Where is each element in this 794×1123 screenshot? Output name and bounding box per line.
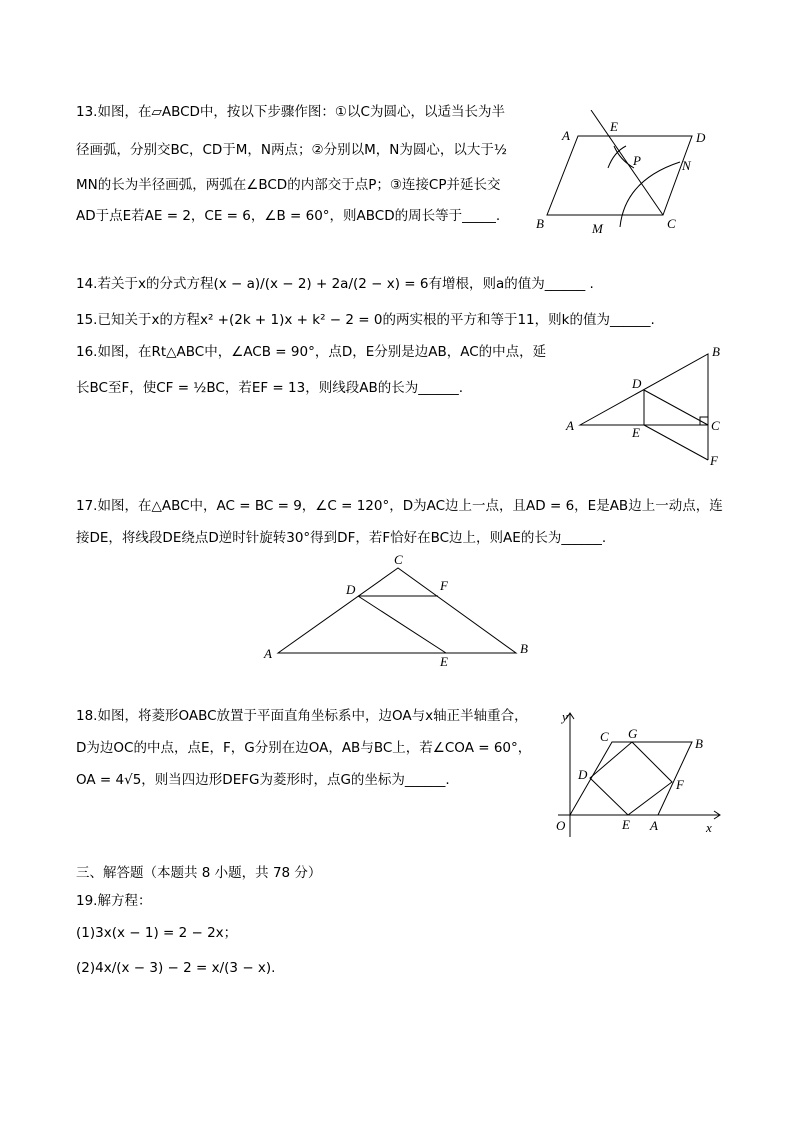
label-d: D: [578, 767, 588, 782]
q19-part1: (1)3x(x − 1) = 2 − 2x；: [76, 925, 238, 941]
q17-line2: 接DE，将线段DE绕点D逆时针旋转30°得到DF，若F恰好在BC边上，则AE的长为______.: [76, 530, 607, 546]
triangle-abc: [278, 568, 516, 653]
q16-line2: 长BC至F，使CF = ½BC，若EF = 13，则线段AB的长为______.: [76, 380, 463, 396]
label-f: F: [676, 777, 684, 792]
q17-line1: 17.如图，在△ABC中，AC = BC = 9，∠C = 120°，D为AC边上一点，且AD = 6，E是AB边上一动点，连: [76, 498, 723, 514]
q18-line1: 18.如图，将菱形OABC放置于平面直角坐标系中，边OA与x轴正半轴重合，: [76, 708, 528, 724]
label-d: D: [346, 582, 356, 597]
rhombus-oabc: [570, 742, 692, 815]
label-e: E: [622, 817, 630, 832]
q13-line3: MN的长为半径画弧，两弧在∠BCD的内部交于点P；③连接CP并延长交: [76, 177, 501, 193]
label-g: G: [628, 726, 638, 741]
label-f: F: [440, 578, 448, 593]
label-c: C: [600, 729, 609, 744]
label-c: C: [667, 216, 676, 231]
figure-18-coordinate-rhombus: [540, 705, 730, 840]
section-3-heading: 三、解答题（本题共 8 小题，共 78 分）: [76, 865, 322, 881]
rhombus-defg: [590, 742, 672, 815]
label-a: A: [650, 818, 658, 833]
label-a: A: [264, 646, 272, 661]
arc-from-n: [614, 146, 634, 168]
q13-line2: 径画弧，分别交BC，CD于M，N两点；②分别以M，N为圆心，以大于½: [76, 142, 507, 158]
q18-line2: D为边OC的中点，点E，F，G分别在边OA，AB与BC上，若∠COA = 60°，: [76, 740, 532, 756]
label-p: P: [633, 153, 641, 168]
label-c: C: [711, 418, 720, 433]
label-c: C: [394, 552, 403, 567]
q19-part2: (2)4x/(x − 3) − 2 = x/(3 − x).: [76, 960, 276, 976]
segment-de: [358, 596, 446, 653]
label-e: E: [610, 119, 618, 134]
label-n: N: [682, 158, 691, 173]
label-x: x: [706, 820, 712, 835]
label-e: E: [632, 425, 640, 440]
q18-line3: OA = 4√5，则当四边形DEFG为菱形时，点G的坐标为______.: [76, 772, 450, 788]
label-y: y: [562, 709, 568, 724]
label-f: F: [710, 453, 718, 468]
label-o: O: [556, 818, 566, 833]
label-b: B: [536, 216, 544, 231]
segment-dc: [644, 390, 708, 425]
q13-line1: 13.如图，在▱ABCD中，按以下步骤作图：①以C为圆心，以适当长为半: [76, 104, 505, 120]
label-m: M: [592, 221, 603, 236]
q14-text: 14.若关于x的分式方程(x − a)/(x − 2) + 2a/(2 − x) = 6有增根，则a的值为______ .: [76, 276, 594, 292]
label-a: A: [566, 418, 574, 433]
label-d: D: [696, 130, 706, 145]
figure-16-right-triangle: [558, 340, 728, 470]
label-b: B: [695, 736, 703, 751]
segment-ef: [644, 425, 708, 460]
parallelogram-abcd: [547, 136, 692, 215]
q16-line1: 16.如图，在Rt△ABC中，∠ACB = 90°，点D，E分别是边AB，AC的中点，延: [76, 344, 547, 360]
figure-13-parallelogram: [530, 110, 740, 240]
q13-line4: AD于点E若AE = 2，CE = 6，∠B = 60°，则ABCD的周长等于_____.: [76, 208, 501, 224]
label-d: D: [632, 376, 642, 391]
label-b: B: [520, 641, 528, 656]
label-a: A: [562, 128, 570, 143]
q19-title: 19.解方程：: [76, 893, 152, 909]
q15-text: 15.已知关于x的方程x² +(2k + 1)x + k² − 2 = 0的两实根的平方和等于11，则k的值为______.: [76, 312, 655, 328]
figure-17-triangle: [258, 548, 538, 673]
label-b: B: [712, 344, 720, 359]
segment-ce-extended: [591, 110, 663, 215]
label-e: E: [440, 654, 448, 669]
